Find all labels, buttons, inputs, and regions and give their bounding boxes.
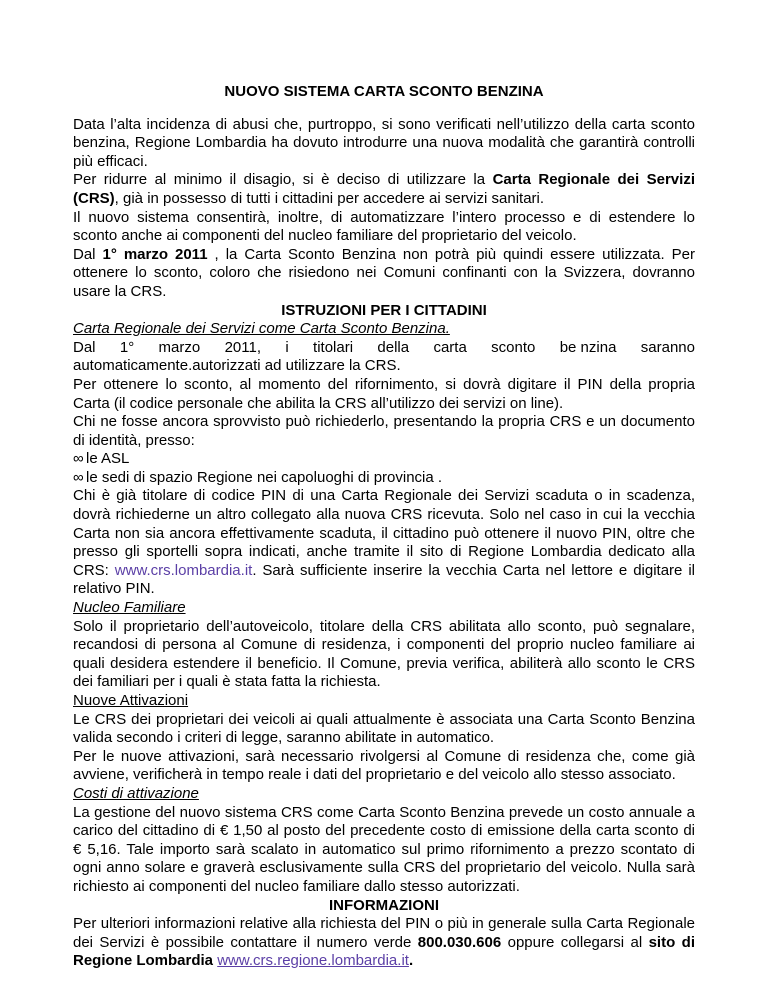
intro-p4-text-c: , la Carta Sconto Benzina non potrà più quindi essere utilizzata. Per ottenere lo sconto, coloro che risiedono nei Comuni confinanti con la Svizzera, dovranno usare la CRS.	[73, 245, 695, 300]
istruzioni-heading: ISTRUZIONI PER I CITTADINI	[281, 301, 487, 319]
costi-paragraph: La gestione del nuovo sistema CRS come Carta Sconto Benzina prevede un costo annuale a carico del cittadino di € 1,50 al posto del precedente costo di emissione della carta sconto di € 5,16. Tale importo sarà scalato in automatico sul primo rifornimento a prezzo scontato di ogni anno solare e graverà esclusivamente sulla CRS del proprietario del veicolo. Nulla sarà richiesto ai componenti del nucleo familiare dallo stesso autorizzati.	[73, 803, 695, 895]
dal-word: sconto	[491, 338, 536, 356]
info-text-b: oppure collegarsi al	[501, 933, 649, 951]
document-title: NUOVO SISTEMA CARTA SCONTO BENZINA	[224, 83, 544, 100]
infinity-bullet-icon: ∞	[73, 450, 84, 468]
date-bold: 1° marzo 2011	[102, 245, 208, 263]
intro-paragraph-1: Data l’alta incidenza di abusi che, purtroppo, si sono verificati nell’utilizzo della carta sconto benzina, Regione Lombardia ha dovuto introdurre una nuova modalità che garantirà controlli più efficaci.	[73, 115, 695, 170]
subheading-nucleo-familiare: Nucleo Familiare	[73, 599, 186, 617]
document-page	[73, 83, 695, 971]
intro-paragraph-3: Il nuovo sistema consentirà, inoltre, di automatizzare l’intero processo e di estendere lo sconto anche ai componenti del nucleo familiare del proprietario del veicolo.	[73, 208, 695, 245]
informazioni-paragraph	[73, 915, 695, 971]
pin-paragraph: Per ottenere lo sconto, al momento del rifornimento, si dovrà digitare il PIN della propria Carta (il codice personale che abilita la CRS all’utilizzo dei servizi on line).	[73, 375, 695, 412]
dal-word: 2011,	[224, 338, 262, 356]
site-label-bold: sito di Regione Lombardia	[73, 933, 695, 970]
informazioni-heading: INFORMAZIONI	[329, 896, 439, 914]
nucleo-paragraph: Solo il proprietario dell’autoveicolo, titolare della CRS abilitata allo sconto, può segnalare, recandosi di persona al Comune di residenza, i componenti del proprio nucleo familiare ai quali desidera estendere il beneficio. Il Comune, previa verifica, abiliterà allo sconto le CRS dei familiari per i quali è stata fatta la richiesta.	[73, 617, 695, 691]
scaduta-text-b: . Sarà sufficiente inserire la vecchia Carta nel lettore e digitare il relativo PIN.	[73, 561, 695, 598]
bullet-text: le sedi di spazio Regione nei capoluoghi di provincia .	[86, 468, 443, 486]
sprovvisto-paragraph: Chi ne fosse ancora sprovvisto può richiederlo, presentando la propria CRS e un documento di identità, presso:	[73, 413, 695, 449]
dal-word: titolari	[313, 338, 354, 356]
dal-word: saranno	[640, 338, 695, 356]
crs-lombardia-link[interactable]: www.crs.lombardia.it	[114, 561, 253, 579]
phone-number: 800.030.606	[417, 933, 502, 951]
attivazioni-paragraph-1: Le CRS dei proprietari dei veicoli ai quali attualmente è associata una Carta Sconto Benzina valida secondo i criteri di legge, saranno abilitate in automatico.	[73, 710, 695, 747]
bullet-text: le ASL	[86, 450, 130, 468]
scaduta-paragraph	[73, 487, 695, 599]
intro-paragraph-2	[73, 171, 695, 208]
crs-regione-lombardia-link[interactable]: www.crs.regione.lombardia.it	[217, 952, 409, 970]
crs-bold-term: Carta Regionale dei Servizi (CRS)	[73, 171, 695, 207]
info-text-a: Per ulteriori informazioni relative alla richiesta del PIN o più in generale sulla Carta Regionale dei Servizi è possibile contattare il numero verde	[73, 915, 695, 951]
dal-line-2: automaticamente.autorizzati ad utilizzare la CRS.	[73, 357, 401, 375]
dal-word: Dal	[73, 338, 96, 356]
dal-word: 1°	[119, 338, 135, 356]
dal-word: carta	[433, 338, 467, 356]
subheading-carta-regionale: Carta Regionale dei Servizi come Carta Sconto Benzina.	[73, 320, 450, 338]
dal-justified-line	[73, 339, 695, 358]
scaduta-text-a: Chi è già titolare di codice PIN di una Carta Regionale dei Servizi scaduta o in scadenza, dovrà richiederne un altro collegato alla nuova CRS ricevuta. Solo nel caso in cui la vecchia Carta non sia ancora effettivamente scaduta, il cittadino può ottenere il nuovo PIN, oltre che presso gli sportelli sopra indicati, anche tramite il sito di Regione Lombardia dedicato alla CRS:	[73, 487, 695, 579]
intro-paragraph-4	[73, 246, 695, 302]
intro-p4-text-a: Dal	[73, 245, 103, 263]
subheading-nuove-attivazioni: Nuove Attivazioni	[73, 692, 189, 709]
attivazioni-paragraph-2: Per le nuove attivazioni, sarà necessario rivolgersi al Comune di residenza che, come già avviene, verificherà in tempo reale i dati del proprietario e del veicolo allo stesso associato.	[73, 747, 695, 784]
intro-p2-text-c: , già in possesso di tutti i cittadini per accedere ai servizi sanitari.	[114, 189, 545, 207]
infinity-bullet-icon: ∞	[73, 468, 84, 486]
info-end-period: .	[408, 952, 414, 970]
dal-word: i	[285, 338, 289, 356]
bullet-item-sedi	[73, 469, 695, 488]
subheading-costi: Costi di attivazione	[73, 784, 199, 802]
dal-word: marzo	[158, 338, 201, 356]
dal-word: della	[377, 338, 410, 356]
dal-word: be nzina	[559, 338, 617, 356]
bullet-item-asl	[73, 450, 695, 469]
intro-p2-text-a: Per ridurre al minimo il disagio, si è deciso di utilizzare la	[73, 171, 493, 189]
